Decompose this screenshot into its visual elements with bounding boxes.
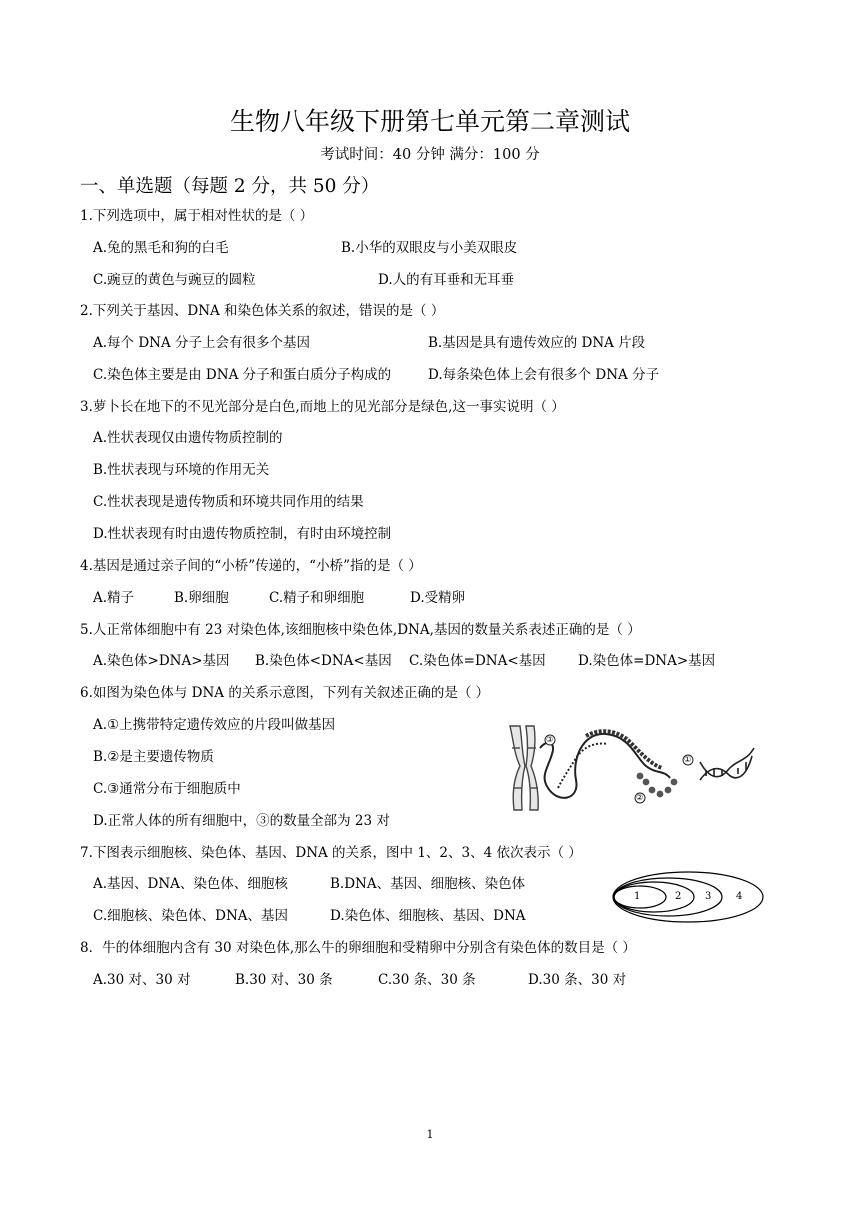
question-7-option-b: B.DNA、基因、细胞核、染色体 [330,876,526,892]
question-4-option-d: D.受精卵 [410,590,466,606]
figure6-label-3: ③ [546,735,554,744]
exam-info: 考试时间：40 分钟 满分：100 分 [320,147,540,163]
question-5-stem: 5.人正常体细胞中有 23 对染色体,该细胞核中染色体,DNA,基因的数量关系表述正确的是（ ） [80,622,641,638]
question-3-option-c: C.性状表现是遗传物质和环境共同作用的结果 [93,494,364,510]
question-2-option-d: D.每条染色体上会有很多个 DNA 分子 [428,367,660,383]
question-5-option-c: C.染色体=DNA<基因 [409,653,546,669]
figure7-label-1: 1 [634,891,641,902]
question-3-stem: 3.萝卜长在地下的不见光部分是白色,而地上的见光部分是绿色,这一事实说明（ ） [80,399,565,415]
question-1-option-c: C.豌豆的黄色与豌豆的圆粒 [93,272,256,288]
question-5-option-d: D.染色体=DNA>基因 [578,653,716,669]
page-title: 生物八年级下册第七单元第二章测试 [229,107,630,136]
question-3-option-a: A.性状表现仅由遗传物质控制的 [93,430,283,446]
question-8-option-d: D.30 条、30 对 [528,972,627,988]
question-7-option-c: C.细胞核、染色体、DNA、基因 [93,908,289,924]
figure7-label-3: 3 [705,891,712,902]
question-4-option-b: B.卵细胞 [174,590,229,606]
question-1-stem: 1.下列选项中，属于相对性状的是（ ） [80,208,314,224]
question-2-option-c: C.染色体主要是由 DNA 分子和蛋白质分子构成的 [93,367,392,383]
question-2-stem: 2.下列关于基因、DNA 和染色体关系的叙述，错误的是（ ） [80,303,445,319]
question-4-option-a: A.精子 [93,590,135,606]
dna-helix-drawing [700,748,754,780]
question-8-option-b: B.30 对、30 条 [235,972,333,988]
question-8-option-a: A.30 对、30 对 [93,972,191,988]
question-8-stem: 8．牛的体细胞内含有 30 对染色体,那么牛的卵细胞和受精卵中分别含有染色体的数目是（ ） [80,940,636,956]
question-1-option-d: D.人的有耳垂和无耳垂 [378,272,515,288]
ellipse-2 [614,882,694,912]
question-3-option-d: D.性状表现有时由遗传物质控制，有时由环境控制 [93,526,392,542]
question-6-option-a: A.①上携带特定遗传效应的片段叫做基因 [93,717,336,733]
question-4-option-c: C.精子和卵细胞 [269,590,365,606]
section-heading: 一、单选题（每题 2 分，共 50 分） [80,176,380,197]
question-5-option-b: B.染色体<DNA<基因 [255,653,392,669]
question-6-option-b: B.②是主要遗传物质 [93,749,214,765]
question-6-option-d: D.正常人体的所有细胞中，③的数量全部为 23 对 [93,813,390,829]
question-6-stem: 6.如图为染色体与 DNA 的关系示意图，下列有关叙述正确的是（ ） [80,685,490,701]
question-4-stem: 4.基因是通过亲子间的“小桥”传递的，“小桥”指的是（ ） [80,558,422,574]
question-2-option-b: B.基因是具有遗传效应的 DNA 片段 [428,335,646,351]
question-7-option-a: A.基因、DNA、染色体、细胞核 [93,876,288,892]
question-7-option-d: D.染色体、细胞核、基因、DNA [330,908,526,924]
question-3-option-b: B.性状表现与环境的作用无关 [93,462,270,478]
figure6-label-2: ② [636,793,644,802]
question-2-option-a: A.每个 DNA 分子上会有很多个基因 [93,335,311,351]
question-8-option-c: C.30 条、30 条 [378,972,476,988]
chromosome-drawing [510,726,538,810]
figure7-label-2: 2 [675,891,682,902]
question-6-option-c: C.③通常分布于细胞质中 [93,781,241,797]
chromosome-dna-figure [500,718,760,818]
question-5-option-a: A.染色体>DNA>基因 [93,653,230,669]
figure6-label-1: ① [684,755,692,764]
page-number: 1 [426,1128,434,1141]
figure7-label-4: 4 [736,891,743,902]
question-1-option-b: B.小华的双眼皮与小美双眼皮 [341,240,518,256]
question-7-stem: 7.下图表示细胞核、染色体、基因、DNA 的关系，图中 1、2、3、4 依次表示（ ） [80,845,582,861]
question-1-option-a: A.兔的黑毛和狗的白毛 [93,240,229,256]
